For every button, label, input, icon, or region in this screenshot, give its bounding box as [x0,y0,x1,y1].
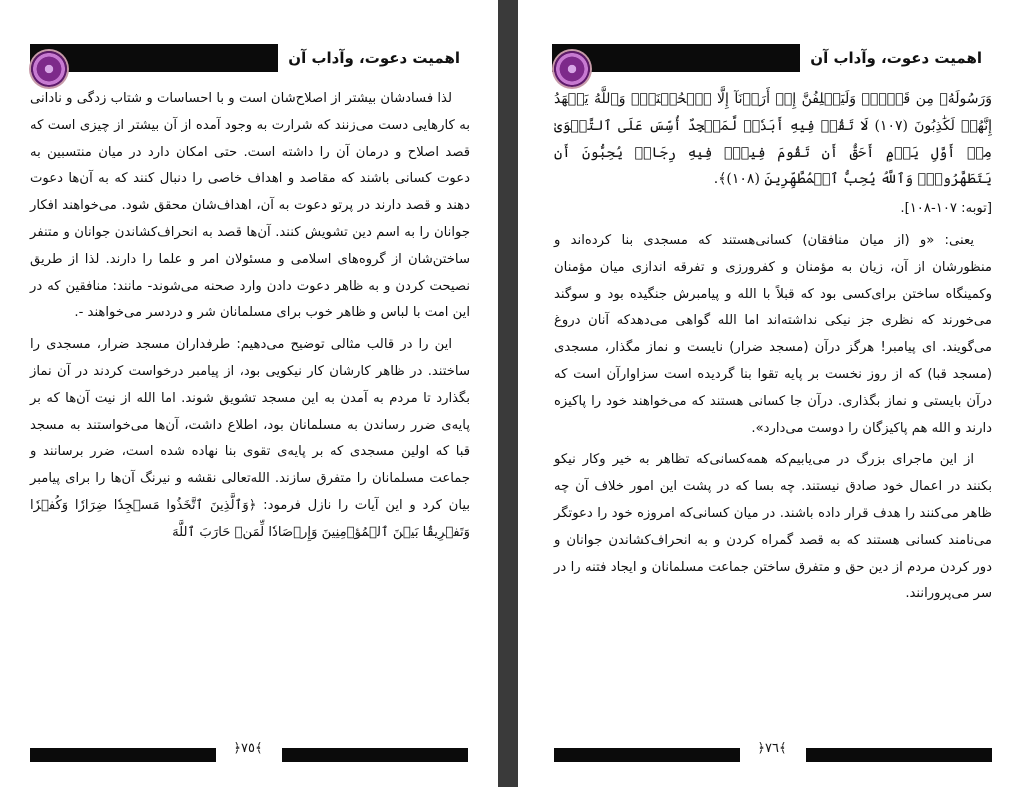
page-number: ﴿٧٦﴾ [757,741,787,756]
book-spine [498,0,518,787]
page-number: ﴿٧٥﴾ [233,741,263,756]
page-header-title: اهمیت دعوت، وآداب آن [800,44,992,72]
footer-bar [30,748,216,762]
page-header-title: اهمیت دعوت، وآداب آن [278,44,470,72]
emblem-icon [31,51,67,87]
paragraph: از این ماجرای بزرگ در می‌یابیم‌که همه‌کسانی‌که تظاهر به خیر وکار نیکو بکنند در اعمال خود صادق نیستند. چه بسا که در پشت این امور خلاف آن چه ظاهر می‌کنند را هدف قرار داده باشند. در میان کسانی‌که امروزه خود را دعوتگر می‌نامند کسانی هستند که به قصد گمراه کردن و به انحراف‌کشاندن جوانان و دور کردن مردم از دین حق و متفرق ساختن جماعت مسلمانان و ایجاد فتنه را در سر می‌پرورانند. [554,452,992,602]
right-page [518,0,1024,787]
footer-bar [554,748,740,762]
page-body [554,86,992,613]
footer-bar [282,748,468,762]
left-page [0,0,498,787]
page-body [30,86,470,552]
emblem-icon [554,51,590,87]
paragraph: یعنی: «و (از میان منافقان) کسانی‌هستند که مسجدی بنا کرده‌اند و منظورشان از آن، زیان به مؤمنان و کفرورزی و تفرقه اندازی میان مؤمنان وکمینگاه ساختن برای‌کسی بود که قبلاً با الله و پیامبرش جنگیده بود و سوگند می‌خورند که نظری جز نیکی نداشته‌اند اما الله گواهی می‌دهدکه آنان دروغ می‌گویند. ای پیامبر! هرگز درآن (مسجد ضرار) نایست و نماز مگذار، مسجدی (مسجد قبا) که از روز نخست بر پایه تقوا بنا گردیده است سزاوارآن است که درآن بایستی و نماز بگذاری. درآن جا کسانی هستند که می‌خواهند خود را پاکیزه دارند و الله هم پاکیزگان را دوست می‌دارد». [554,232,992,436]
paragraph: این را در قالب مثالی توضیح می‌دهیم: طرفداران مسجد ضرار، مسجدی را ساختند. در ظاهر کارشان کار نیکویی بود، از پیامبر درخواست کردند در آن نماز بگذارد تا مردم به آمدن به این مسجد تشویق شوند. اما الله از نیت آن‌ها که بر پایه‌ی ضرر رساندن به مسلمانان بود، اطلاع داشت، آن‌ها می‌خواستند به مسجد قبا که اولین مسجدی که بر پایه‌ی تقوی بنا نهاده شده است، ضرر برسانند و جماعت مسلمانان را متفرق سازند. الله‌تعالی نقشه و نیرنگ آن‌ها را برای پیامبر بیان کرد و این آیات را نازل فرمود: ﴿وَٱلَّذِينَ ٱتَّخَذُوا مَسۡجِدٗا ضِرَارٗا وَكُفۡرٗا وَتَفۡرِيقَۢا بَيۡنَ ٱلۡمُؤۡمِنِينَ وَإِرۡصَادٗا لِّمَنۡ حَارَبَ ٱللَّهَ [30,337,470,540]
verse-reference: [توبه: ١٠٧-١٠٨]. [900,201,992,217]
quran-verse: وَرَسُولَهُۥ مِن قَبۡلُۚ وَلَيَحۡلِفُنَّ إِنۡ أَرَدۡنَآ إِلَّا ٱلۡحُسۡنَىٰۖ وَٱللَّهُ يَشۡهَدُ إِنَّهُمۡ لَكَٰذِبُونَ (١٠٧) لَا تَقُمۡ فِيهِ أَبَدٗاۚ لَّمَسۡجِدٌ أُسِّسَ عَلَى ٱلتَّقۡوَىٰ مِنۡ أَوَّلِ يَوۡمٍ أَحَقُّ أَن تَقُومَ فِيهِۚ فِيهِ رِجَالٞ يُحِبُّونَ أَن يَتَطَهَّرُواْۚ وَٱللَّهُ يُحِبُّ ٱلۡمُطَّهِّرِينَ (١٠٨)﴾. [554,91,992,188]
footer-bar [806,748,992,762]
paragraph: لذا فسادشان بیشتر از اصلاح‌شان است و با احساسات و شتاب زدگی و نادانی به کارهایی دست می‌زنند که شرارت به وجود آمده از آن بیشتر از چیزی است که قصد اصلاح و درمان آن را داشته است. حتی امکان دارد در میان منتسبین به دعوت کسانی باشند که مقاصد و اهداف خاصی را دنبال کنند که به آن‌ها دعوت دهند و قصد دارند در پرتو دعوت به آن، اهداف‌شان محقق شود. می‌خواهند افکار جوانان را به اسم دین تشویش کنند. آن‌ها قصد به انحراف‌کشاندن جوانان و متنفر ساختن‌شان از گروه‌های اسلامی و مسئولان امر و علما را دارند. لذا از طریق نصیحت کردن و به ظاهر دعوت دادن وارد صحنه می‌شوند- مانند: منافقین که در این امت با لباس و ظاهر خوب برای مسلمانان شر و دردسر می‌خواهند -. [30,91,470,321]
